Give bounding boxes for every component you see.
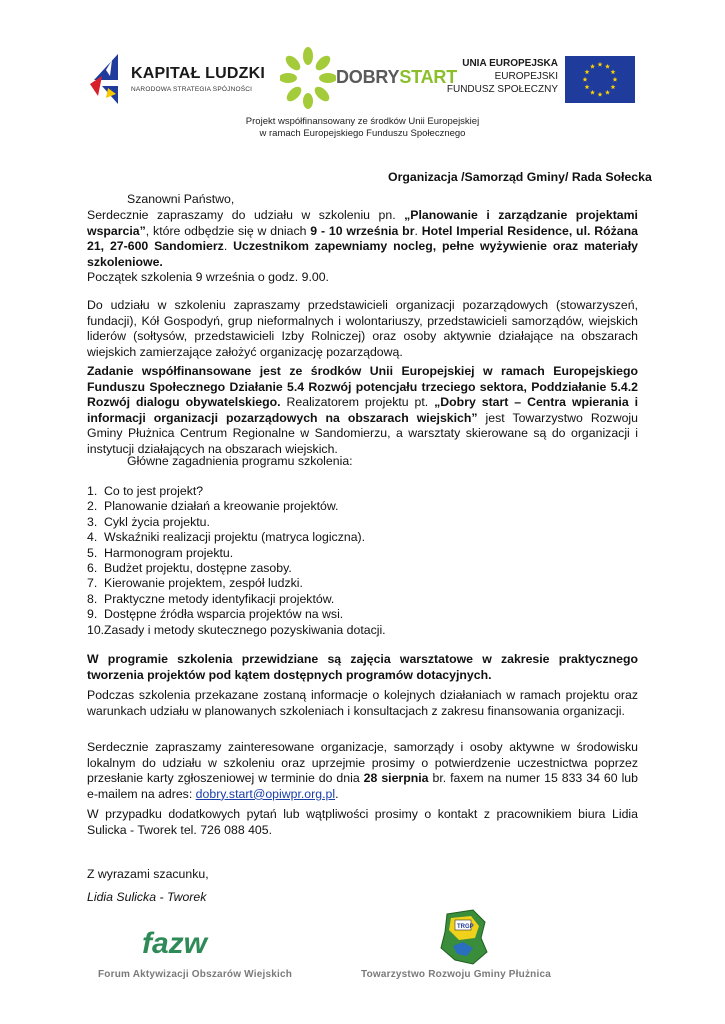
topic-text: Wskaźniki realizacji projektu (matryca logiczna). (104, 530, 366, 545)
deadline: 28 sierpnia (363, 771, 429, 786)
start-word: START (399, 67, 458, 87)
funding-mid: Realizatorem projektu pt. (280, 395, 435, 410)
topic-number: 1. (87, 484, 98, 498)
contact-paragraph: W przypadku dodatkowych pytań lub wątpliwości prosimy o kontakt z pracownikiem biura Lidia Sulicka - Tworek tel. 726 088 405. (87, 807, 638, 837)
accommodation-note: Uczestnikom zapewniamy nocleg, pełne wyżywienie oraz materiały szkoleniowe. (87, 239, 638, 269)
invite-groups-paragraph: Do udziału w szkoleniu zapraszamy przedstawicieli organizacji pozarządowych (stowarzyszeń, fundacji), Kół Gospodyń, grup nieformalnych i wolontariuszy, przedstawicieli samorządów, wiejskich liderów (sołtysów, przedstawicieli Izby Rolniczej) oraz osoby aktywnie działające na obszarach wiejskich zamierzające założyć organizację pozarządową. (87, 298, 638, 359)
signature: Lidia Sulicka - Tworek (87, 890, 207, 904)
topic-number: 2. (87, 499, 98, 514)
topic-text: Planowanie działań a kreowanie projektów. (104, 499, 339, 514)
cofinancing-line-1: Projekt współfinansowany ze środków Unii Europejskiej (245, 116, 480, 127)
topic-number: 7. (87, 576, 98, 591)
topic-text: Kierowanie projektem, zespół ludzki. (104, 576, 303, 591)
fazw-caption: Forum Aktywizacji Obszarów Wiejskich (98, 969, 293, 980)
eu-line-2: EUROPEJSKI (494, 71, 558, 82)
topic-item (87, 530, 386, 545)
topic-number: 10. (87, 622, 105, 637)
topic-number: 6. (87, 561, 98, 576)
topic-number: 8. (87, 591, 98, 606)
fazw-logo (140, 927, 260, 959)
kapital-ludzki-title: KAPITAŁ LUDZKI (131, 65, 266, 82)
topic-item (87, 576, 386, 591)
intro-b: , które odbędzie się w dniach (145, 223, 311, 238)
start-time: Początek szkolenia 9 września o godz. 9.00. (87, 270, 329, 284)
kapital-ludzki-emblem-icon (88, 50, 132, 106)
topic-text: Harmonogram projektu. (104, 545, 234, 560)
topic-number: 5. (87, 545, 98, 560)
confirm-c: . (335, 786, 339, 801)
topic-item (87, 515, 386, 530)
training-title: „Planowanie i zarządzanie projektami wsparcia” (87, 208, 638, 238)
topic-text: Cykl życia projektu. (104, 514, 210, 529)
topic-text: Co to jest projekt? (104, 484, 204, 498)
confirm-b: br. faxem na numer 15 833 34 60 lub e-mailem na adres: (87, 771, 638, 801)
topic-item (87, 592, 386, 607)
topic-number: 9. (87, 607, 98, 622)
topic-item (87, 499, 386, 514)
topic-text: Zasady i metody skutecznego pozyskiwania dotacji. (104, 622, 386, 637)
funding-end: jest Towarzystwo Rozwoju Gminy Płużnica Centrum Regionalne w Sandomierzu, a warsztaty skierowane są do organizacji i instytucji działających na obszarach wiejskich. (87, 410, 638, 456)
dobry-start-wordmark (336, 67, 457, 88)
topic-item (87, 546, 386, 561)
project-title: „Dobry start – Centra wpierania i informacji organizacji pozarządowych na obszarach wiejskich” (87, 395, 639, 425)
email-link[interactable]: dobry.start@opiwpr.org.pl (195, 786, 336, 801)
training-venue: Hotel Imperial Residence, ul. Różana 21, 27-600 Sandomierz (87, 223, 638, 254)
topics-list (87, 484, 386, 638)
dobry-word: DOBRY (336, 67, 400, 87)
cofinancing-note (0, 116, 725, 140)
funding-bold: Zadanie współfinansowane jest ze środków Unii Europejskiej w ramach Europejskiego Funduszu Społecznego Działanie 5.4 Rozwój potencjału trzeciego sektora, Poddziałanie 5.4.2 Rozwój dialogu obywatelskiego. (87, 364, 638, 410)
topic-item (87, 607, 386, 622)
eu-line-3: FUNDUSZ SPOŁECZNY (446, 84, 558, 95)
topic-number: 4. (87, 530, 98, 545)
eu-line-1: UNIA EUROPEJSKA (462, 58, 558, 69)
eu-flag-icon (565, 56, 635, 103)
trgp-emblem-icon (433, 908, 493, 966)
cofinancing-line-2: w ramach Europejskiego Funduszu Społecznego (259, 128, 466, 139)
trgp-emblem-text: TRGP (457, 924, 474, 930)
topic-item (87, 623, 386, 638)
dobry-start-sun-icon (280, 46, 336, 110)
info-paragraph: Podczas szkolenia przekazane zostaną informacje o kolejnych działaniach w ramach projektu oraz warunkach udziału w planowanych szkoleniach i konsultacjach z zakresu finansowania organizacji. (87, 688, 638, 718)
training-dates: 9 - 10 września br (310, 223, 415, 238)
confirmation-paragraph (87, 740, 638, 802)
fazw-wordmark-text: fazw (142, 927, 208, 959)
greeting: Szanowni Państwo, (127, 192, 235, 206)
recipient-line: Organizacja /Samorząd Gminy/ Rada Sołecka (388, 170, 652, 184)
workshops-paragraph: W programie szkolenia przewidziane są zajęcia warsztatowe w zakresie praktycznego tworzenia projektów pod kątem dostępnych programów dotacyjnych. (87, 652, 638, 682)
intro-d: . (223, 239, 234, 254)
trgp-logo (433, 908, 493, 966)
confirm-a: Serdecznie zapraszamy zainteresowane organizacje, samorządy i osoby aktywne w środowisku lokalnym do udziału w szkoleniu oraz uprzejmie prosimy o potwierdzenie uczestnictwa poprzez przesłanie karty zgłoszeniowej w terminie do dnia (87, 740, 638, 786)
topic-text: Praktyczne metody identyfikacji projektów. (104, 591, 335, 606)
fazw-wordmark-icon (140, 927, 260, 959)
topic-text: Budżet projektu, dostępne zasoby. (104, 561, 292, 576)
intro-c: . (414, 223, 422, 238)
trgp-caption: Towarzystwo Rozwoju Gminy Płużnica (361, 969, 551, 980)
intro-paragraph (87, 208, 638, 270)
topic-number: 3. (87, 514, 98, 529)
kapital-ludzki-subtitle: NARODOWA STRATEGIA SPÓJNOŚCI (131, 86, 253, 93)
eu-flag (565, 56, 635, 103)
eu-text (444, 57, 558, 96)
topic-item (87, 484, 386, 499)
topic-item (87, 561, 386, 576)
topics-heading: Główne zagadnienia programu szkolenia: (127, 454, 353, 468)
intro-a: Serdecznie zapraszamy do udziału w szkoleniu pn. (87, 208, 405, 222)
funding-paragraph (87, 364, 638, 458)
topic-text: Dostępne źródła wsparcia projektów na wsi. (104, 607, 344, 622)
closing: Z wyrazami szacunku, (87, 867, 209, 881)
